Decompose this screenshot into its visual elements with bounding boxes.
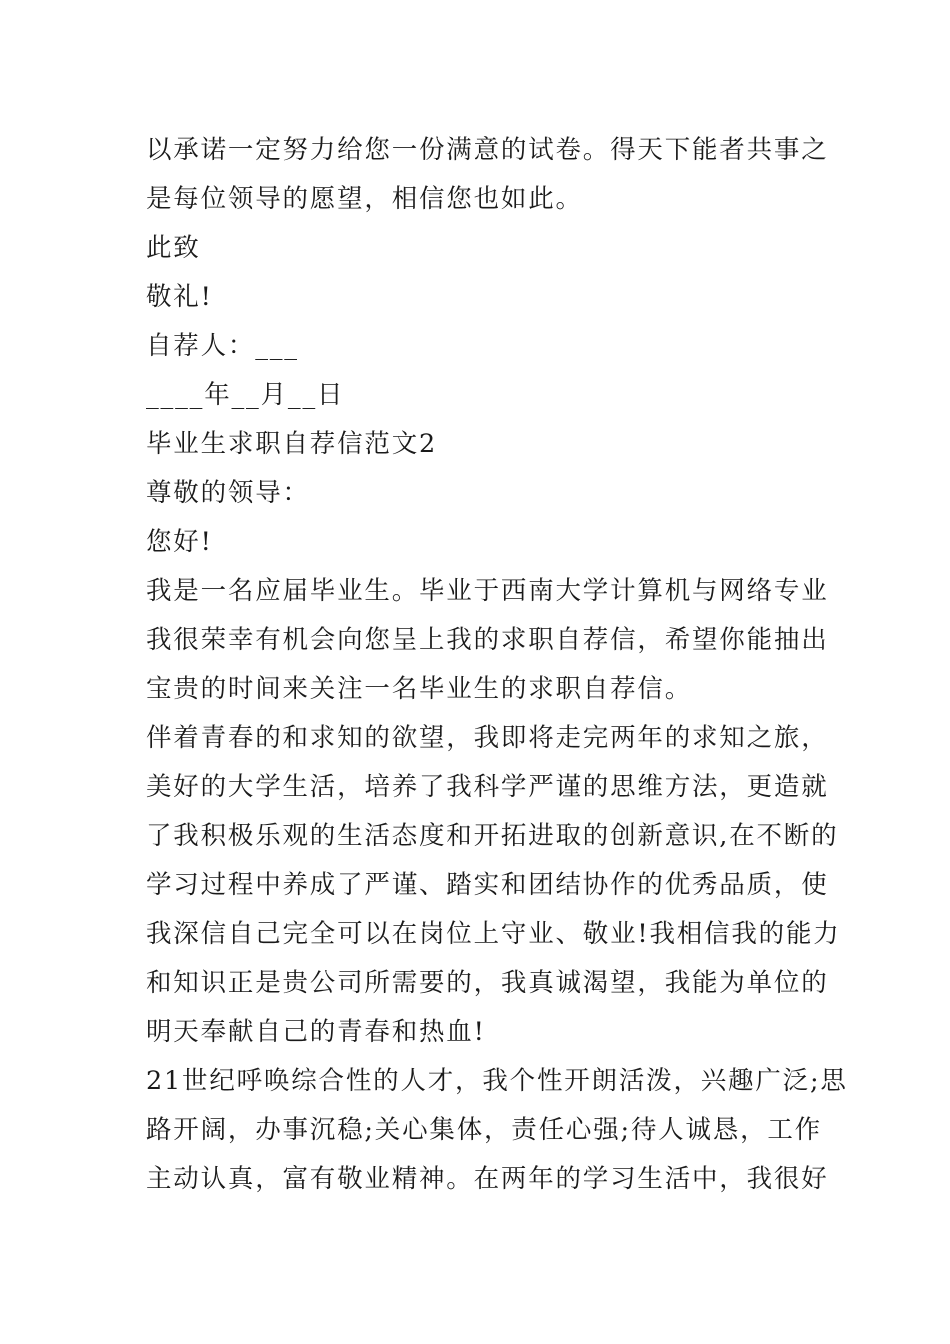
text-line: 了我积极乐观的生活态度和开拓进取的创新意识,在不断的 (146, 821, 839, 851)
text-line: 伴着青春的和求知的欲望，我即将走完两年的求知之旅， (146, 723, 829, 753)
greeting: 您好! (146, 527, 213, 557)
text-line: 宝贵的时间来关注一名毕业生的求职自荐信。 (146, 674, 693, 704)
text-line: 明天奉献自己的青春和热血! (146, 1017, 486, 1047)
greeting-addressee: 尊敬的领导： (146, 478, 310, 508)
text-line: 21世纪呼唤综合性的人才，我个性开朗活泼，兴趣广泛;思 (146, 1066, 848, 1096)
text-line: 是每位领导的愿望，相信您也如此。 (146, 184, 583, 214)
text-line: 我很荣幸有机会向您呈上我的求职自荐信，希望你能抽出 (146, 625, 829, 655)
signature-line: 自荐人：___ (146, 331, 299, 361)
date-line: ____年__月__日 (146, 380, 345, 410)
text-line: 和知识正是贵公司所需要的，我真诚渴望，我能为单位的 (146, 968, 829, 998)
closing-salutation: 此致 (146, 233, 201, 263)
document-body (146, 126, 848, 1204)
closing-regards: 敬礼! (146, 282, 213, 312)
text-line: 路开阔，办事沉稳;关心集体，责任心强;待人诚恳，工作 (146, 1115, 822, 1145)
text-line: 我是一名应届毕业生。毕业于西南大学计算机与网络专业 (146, 576, 829, 606)
text-line: 美好的大学生活，培养了我科学严谨的思维方法，更造就 (146, 772, 829, 802)
text-line: 我深信自己完全可以在岗位上守业、敬业!我相信我的能力 (146, 919, 841, 949)
text-line: 主动认真，富有敬业精神。在两年的学习生活中，我很好 (146, 1164, 829, 1194)
text-line: 学习过程中养成了严谨、踏实和团结协作的优秀品质，使 (146, 870, 829, 900)
section-title: 毕业生求职自荐信范文2 (146, 429, 438, 459)
text-line: 以承诺一定努力给您一份满意的试卷。得天下能者共事之 (146, 135, 829, 165)
